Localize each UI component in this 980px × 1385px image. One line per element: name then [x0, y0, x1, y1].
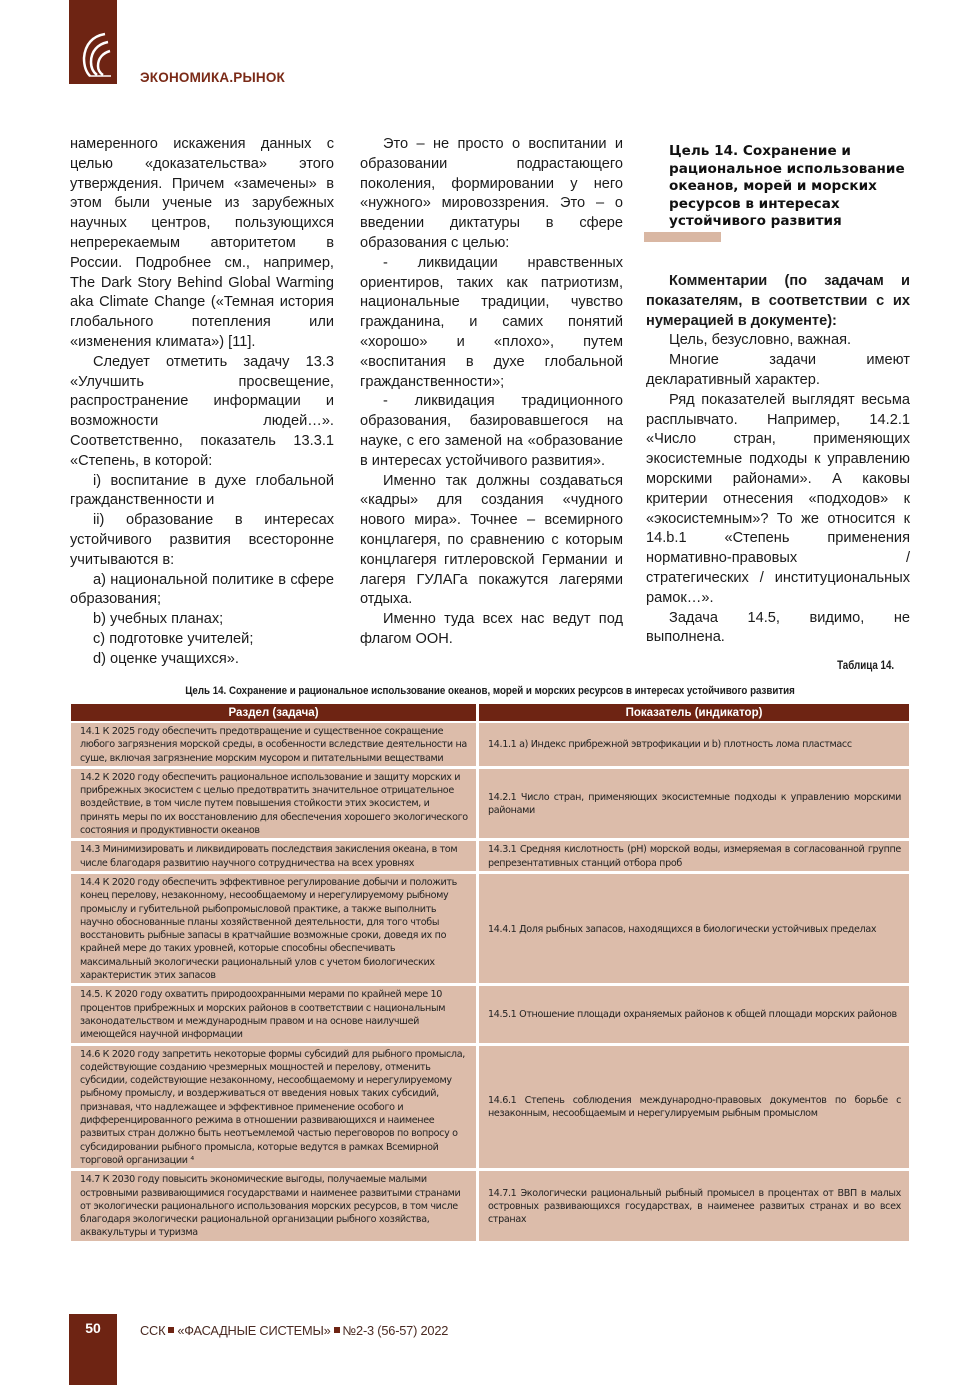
paragraph: ii) образование в интересах устойчивого развития всесторонне учитываются в: — [70, 512, 334, 568]
paragraph: - ликвидация традиционного образования, базировавшегося на науке, с его заменой на «образование в интересах устойчивого развития». — [360, 393, 623, 469]
paragraph: b) учебных планах; — [93, 611, 224, 628]
footer-publication — [140, 1323, 448, 1338]
indicator-cell: 14.2.1 Число стран, применяющих экосистемные подходы к управлению морскими районами — [479, 769, 909, 841]
table-row — [71, 1171, 909, 1243]
publisher: ССК — [140, 1323, 166, 1338]
table-row — [71, 986, 909, 1045]
issue-number: №2-3 (56-57) 2022 — [342, 1323, 449, 1338]
task-cell: 14.6 К 2020 году запретить некоторые формы субсидий для рыбного промысла, содействующие созданию чрезмерных мощностей и перелову, отменить субсидии, содействующие незаконному, несообщаемому и нерегулируемому рыбному промыслу, и воздерживаться от введения новых таких субсидий, признавая, что надлежащее и эффективное применение особого и дифференцированного режима в отношении развивающихся и наименее развитых стран должно быть неотъемлемой частью переговоров по вопросу о субсидировании рыбного промысла, которые ведутся в рамках Всемирной торговой организации ⁴ — [71, 1046, 479, 1172]
task-cell: 14.1 К 2025 году обеспечить предотвращение и существенное сокращение любого загрязнения морской среды, в особенности вследствие деятельности на суше, включая загрязнение морским мусором и питательными веществами — [71, 723, 479, 769]
task-cell: 14.2 К 2020 году обеспечить рациональное использование и защиту морских и прибрежных экосистем с целью предотвратить значительное отрицательное воздействие, в том числе путем повышения стойкости этих экосистем, и принять меры по их восстановлению для обеспечения хорошего экологического состояния и продуктивности океанов — [71, 769, 479, 841]
paragraph: Это – не просто о воспитании и образовании подрастающего поколения, формировании у него «нужного» мировоззрения. Это – о введении диктатуры в сфере образования с целью: — [360, 136, 623, 251]
column-header-task: Раздел (задача) — [71, 704, 479, 723]
table-title: Цель 14. Сохранение и рациональное использование океанов, морей и морских ресурсов в интересах устойчивого развития — [185, 685, 795, 697]
indicator-cell: 14.6.1 Степень соблюдения международно-правовых документов по борьбе с незаконным, несообщаемым и нерегулируемым рыбным промыслом — [479, 1046, 909, 1172]
task-cell: 14.4 К 2020 году обеспечить эффективное регулирование добычи и положить конец перелову, незаконному, несообщаемому и нерегулируемому рыбному промыслу и губительной рыбопромысловой практике, а также выполнить научно обоснованные планы хозяйственной деятельности, для того чтобы восстановить рыбные запасы в кратчайшие возможные сроки, доведя их по крайней мере до таких уровней, которые способны обеспечивать максимальный экологически рациональный улов с учетом биологических характеристик этих запасов — [71, 874, 479, 986]
indicator-cell: 14.5.1 Отношение площади охраняемых районов к общей площади морских районов — [479, 986, 909, 1045]
column-header-indicator: Показатель (индикатор) — [479, 704, 909, 723]
paragraph: a) национальной политике в сфере образования; — [70, 571, 334, 608]
square-separator-icon — [334, 1327, 340, 1333]
indicator-cell: 14.7.1 Экологически рациональный рыбный промысел в процентах от ВВП в малых островных развивающихся государствах, в наименее развитых странах и во всех странах — [479, 1171, 909, 1243]
journal-name: «ФАСАДНЫЕ СИСТЕМЫ» — [177, 1323, 331, 1338]
page-number: 50 — [85, 1320, 101, 1336]
paragraph: c) подготовке учителей; — [93, 630, 254, 647]
section-label: ЭКОНОМИКА.РЫНОК — [140, 70, 285, 85]
paragraph: Задача 14.5, видимо, не выполнена. — [646, 609, 910, 646]
table-header-row — [71, 704, 909, 723]
paragraph: Именно так должны создаваться «кадры» для создания «чудного нового мира». Точнее – всемирного концлагеря, по сравнению с которым концлагеря гитлеровской Германии и лагеря ГУЛАГа покажутся лагерями отдыха. — [360, 472, 623, 608]
square-separator-icon — [168, 1327, 174, 1333]
table-row — [71, 874, 909, 986]
heading-accent-bar — [644, 232, 721, 242]
paragraph: Цель, безусловно, важная. — [669, 332, 852, 349]
magazine-logo-icon — [75, 30, 113, 80]
article-column-2 — [360, 135, 623, 650]
paragraph: Многие задачи имеют декларативный характер. — [646, 352, 910, 388]
article-column-3 — [646, 272, 910, 648]
paragraph: i) воспитание в духе глобальной гражданственности и — [70, 472, 334, 509]
table-label: Таблица 14. — [836, 660, 894, 672]
table-row — [71, 769, 909, 841]
paragraph: Именно туда всех нас ведут под флагом ООН. — [360, 611, 623, 647]
paragraph: d) оценке учащихся». — [93, 650, 239, 667]
brand-bar — [69, 0, 117, 84]
article-column-1 — [70, 135, 334, 670]
task-cell: 14.3 Минимизировать и ликвидировать последствия закисления океана, в том числе благодаря развитию научного сотрудничества на всех уровнях — [71, 841, 479, 874]
paragraph: намеренного искажения данных с целью «доказательства» этого утверждения. Причем «замечены» в этом были ученые из зарубежных научных центров, пользующихся непререкаемым авторитетом в России. Подробнее см., например, The Dark Story Behind Global Warming aka Climate Change («Темная история глобального потепления или «изменения климата») [11]. — [70, 136, 334, 350]
table-row — [71, 1046, 909, 1172]
task-cell: 14.7 К 2030 году повысить экономические выгоды, получаемые малыми островными развивающимися государствами и наименее развитыми странами от экологически рационального использования морских ресурсов, в том числе благодаря экологически рациональной организации рыбного хозяйства, аквакультуры и туризма — [71, 1171, 479, 1243]
indicator-cell: 14.3.1 Средняя кислотность (pH) морской воды, измеряемая в согласованной группе репрезентативных станций отбора проб — [479, 841, 909, 874]
comments-heading: Комментарии (по задачам и показателям, в соответствии с их нумерацией в документе): — [646, 273, 910, 329]
table-row — [71, 723, 909, 769]
indicator-cell: 14.4.1 Доля рыбных запасов, находящихся в биологически устойчивых пределах — [479, 874, 909, 986]
table-row — [71, 841, 909, 874]
paragraph: Ряд показателей выглядят весьма расплывчато. Например, 14.2.1 «Число стран, применяющих экосистемные подходы к управлению морскими районами». А каковы критерии отнесения «подходов» к «экосистемным»? То же относится к 14.b.1 «Степень применения нормативно-правовых / стратегических / институциональных рамок…». — [646, 391, 910, 606]
indicator-cell: 14.1.1 a) Индекс прибрежной эвтрофикации и b) плотность лома пластмасс — [479, 723, 909, 769]
paragraph: Следует отметить задачу 13.3 «Улучшить просвещение, распространение информации и возможности людей…». Соответственно, показатель 13.3.1 «Степень, в которой: — [70, 353, 334, 469]
footer-bar — [69, 1314, 117, 1385]
goal-14-table — [71, 704, 909, 1244]
paragraph: - ликвидации нравственных ориентиров, таких как патриотизм, национальные традиции, чувство гражданина, и самих понятий «хорошо» и «плохо», путем «воспитания в духе глобальной гражданственности»; — [360, 254, 623, 390]
goal-heading: Цель 14. Сохранение и рациональное использование океанов, морей и морских ресурсов в интересах устойчивого развития — [669, 143, 905, 230]
task-cell: 14.5. К 2020 году охватить природоохранными мерами по крайней мере 10 процентов прибрежных и морских районов в соответствии с национальным законодательством и международным правом и на основе наилучшей имеющейся научной информации — [71, 986, 479, 1045]
